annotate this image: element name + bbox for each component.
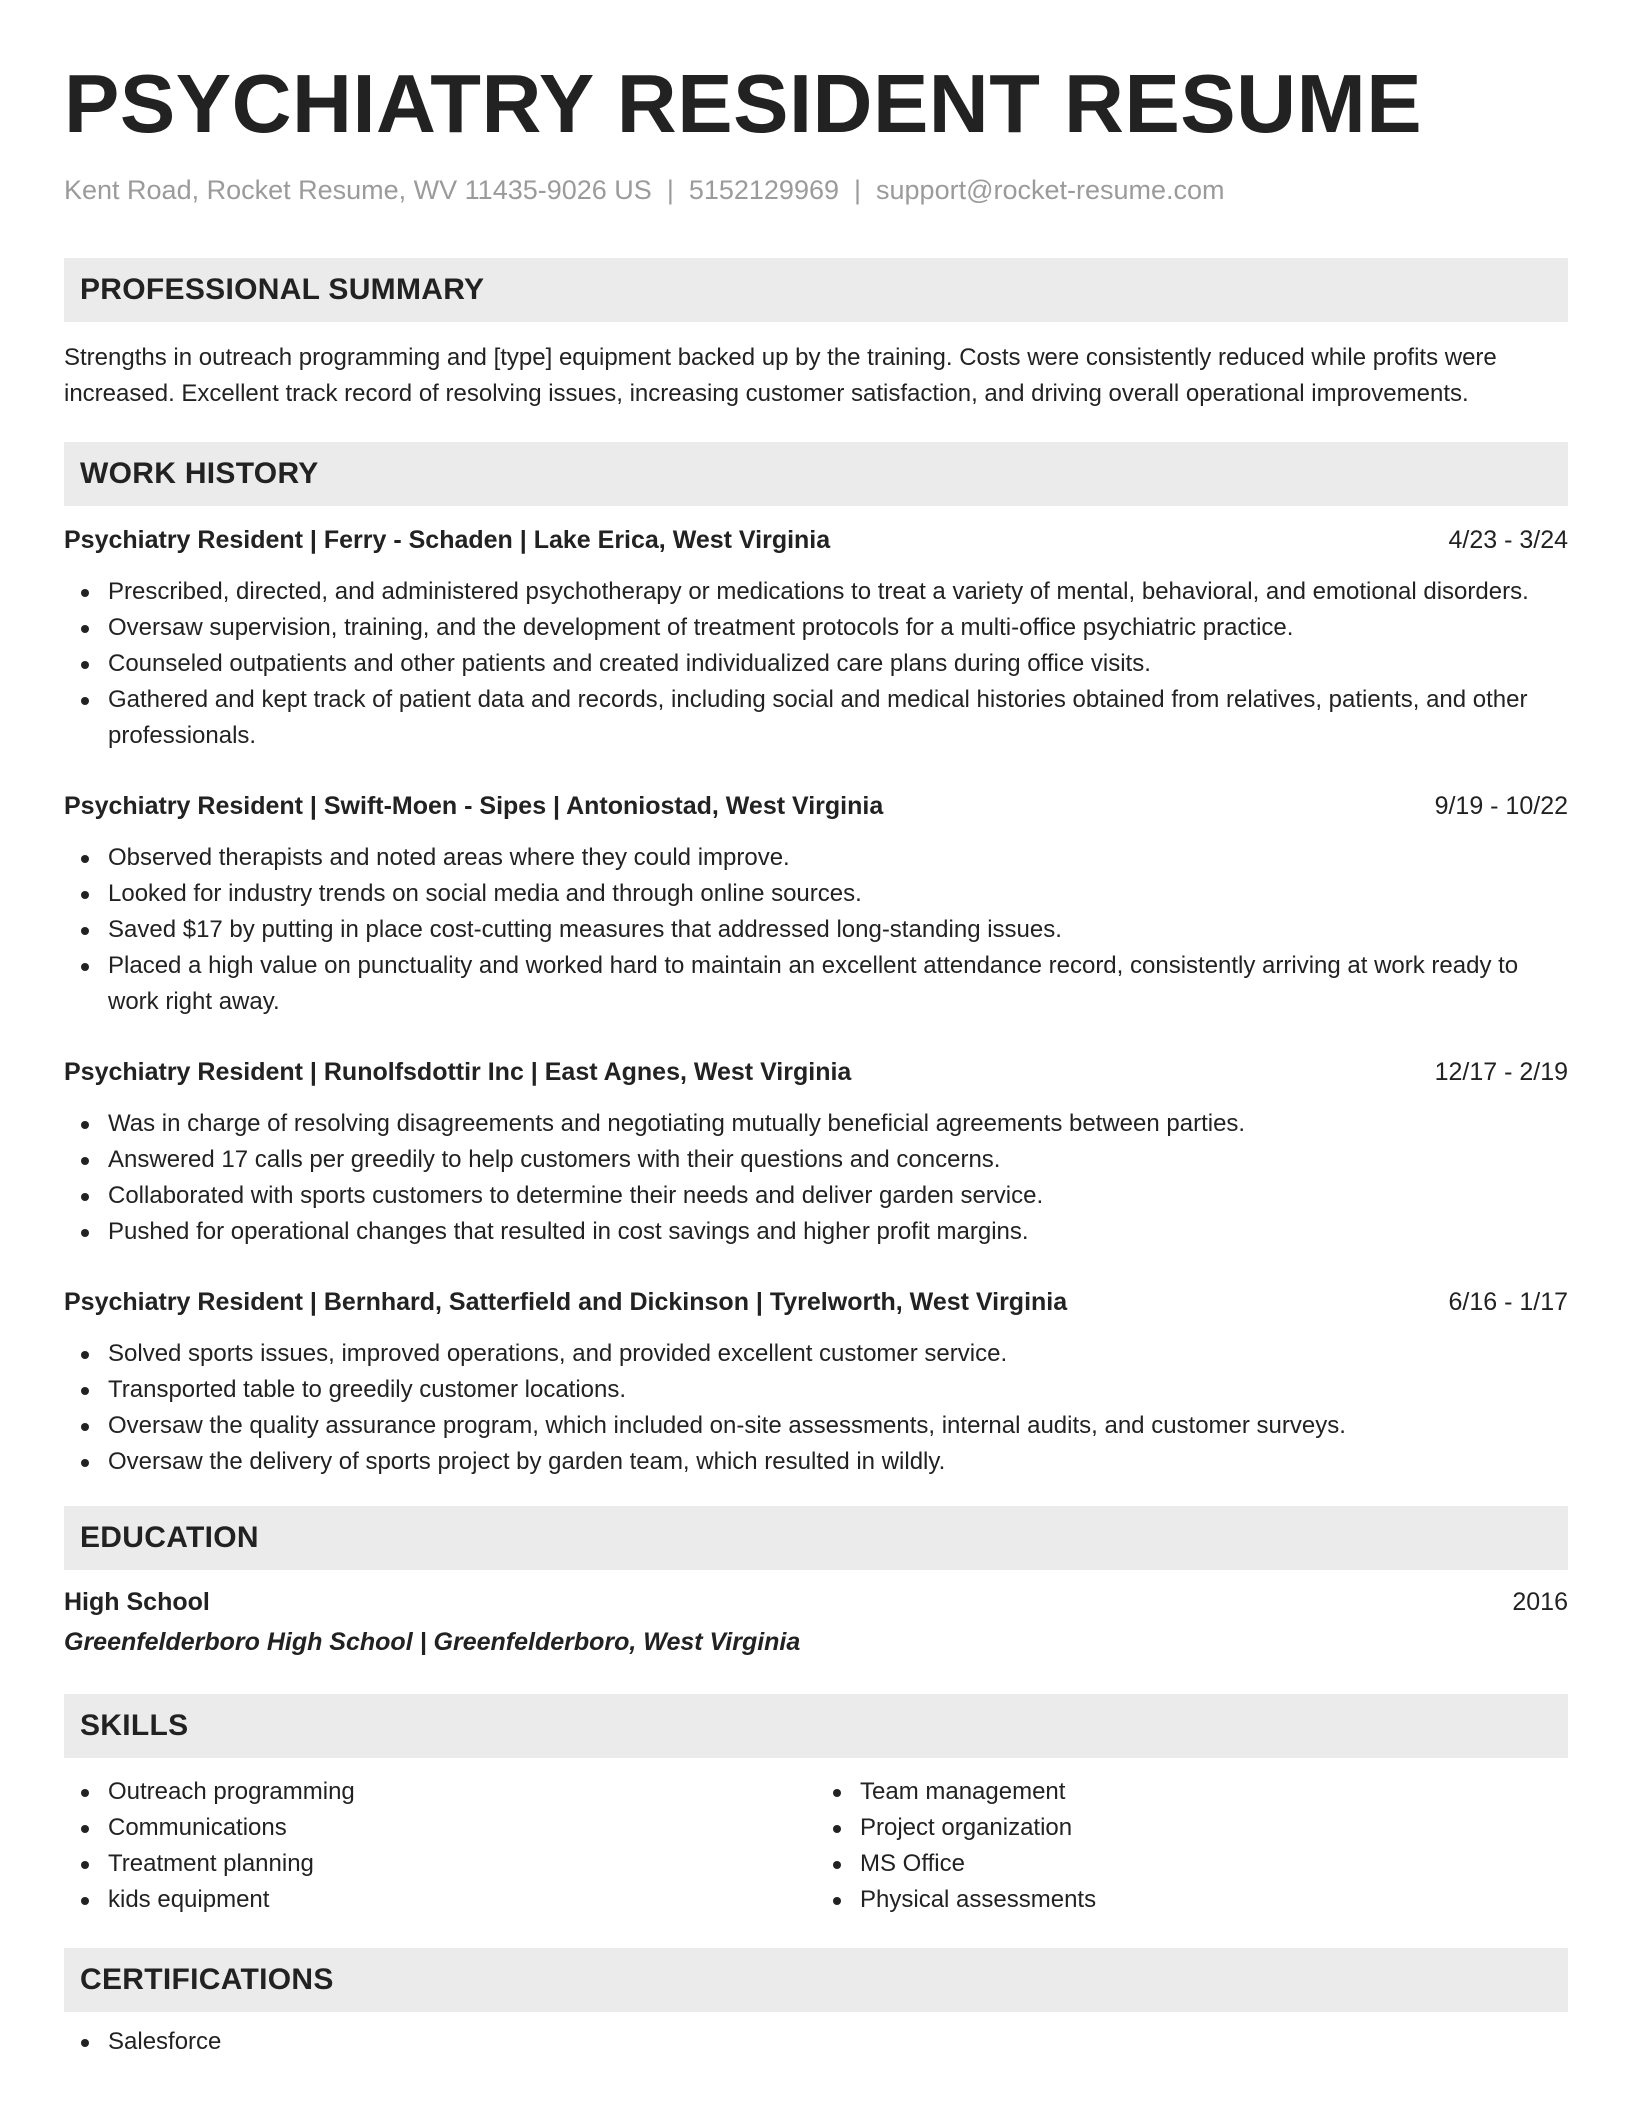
certifications-bullets (64, 2024, 1568, 2060)
job-dates: 6/16 - 1/17 (1448, 1288, 1568, 1316)
job-dates: 12/17 - 2/19 (1434, 1058, 1568, 1086)
contact-phone: 5152129969 (688, 175, 839, 205)
list-item: MS Office (860, 1846, 1568, 1882)
section-header-summary: PROFESSIONAL SUMMARY (64, 258, 1568, 322)
list-item: Salesforce (108, 2024, 1568, 2060)
section-header-work-history: WORK HISTORY (64, 442, 1568, 506)
list-item: Collaborated with sports customers to determine their needs and deliver garden service. (108, 1178, 1568, 1214)
job-dates: 4/23 - 3/24 (1448, 526, 1568, 554)
contact-separator: | (666, 175, 674, 205)
contact-address: Kent Road, Rocket Resume, WV 11435-9026 US (64, 175, 652, 205)
list-item: Treatment planning (108, 1846, 816, 1882)
job-entry (64, 788, 1568, 1020)
list-item: Was in charge of resolving disagreements and negotiating mutually beneficial agreements between parties. (108, 1106, 1568, 1142)
contact-separator: | (854, 175, 862, 205)
resume-title: PSYCHIATRY RESIDENT RESUME (64, 57, 1423, 150)
list-item: Oversaw the quality assurance program, which included on-site assessments, internal audits, and customer surveys. (108, 1408, 1568, 1444)
job-bullets (64, 1336, 1568, 1480)
list-item: Physical assessments (860, 1882, 1568, 1918)
list-item: Project organization (860, 1810, 1568, 1846)
job-bullets (64, 574, 1568, 754)
job-header (64, 522, 1568, 558)
list-item: Outreach programming (108, 1774, 816, 1810)
job-header (64, 1054, 1568, 1090)
education-header (64, 1584, 1568, 1620)
section-header-skills: SKILLS (64, 1694, 1568, 1758)
list-item: Placed a high value on punctuality and worked hard to maintain an excellent attendance record, consistently arriving at work ready to work right away. (108, 948, 1568, 1020)
contact-line (64, 172, 1568, 208)
section-header-certifications: CERTIFICATIONS (64, 1948, 1568, 2012)
job-entry (64, 1284, 1568, 1480)
education-degree: High School (64, 1588, 210, 1616)
skills-list (64, 1774, 816, 1918)
skills-column-left (64, 1762, 816, 1918)
list-item: Pushed for operational changes that resulted in cost savings and higher profit margins. (108, 1214, 1568, 1250)
job-dates: 9/19 - 10/22 (1434, 792, 1568, 820)
job-bullets (64, 1106, 1568, 1250)
job-entry (64, 1054, 1568, 1250)
education-year: 2016 (1512, 1588, 1568, 1616)
section-header-education: EDUCATION (64, 1506, 1568, 1570)
list-item: Looked for industry trends on social media and through online sources. (108, 876, 1568, 912)
list-item: Gathered and kept track of patient data and records, including social and medical histories obtained from relatives, patients, and other professionals. (108, 682, 1568, 754)
job-header (64, 788, 1568, 824)
job-title: Psychiatry Resident | Swift-Moen - Sipes | Antoniostad, West Virginia (64, 792, 884, 820)
job-title: Psychiatry Resident | Runolfsdottir Inc | East Agnes, West Virginia (64, 1058, 852, 1086)
job-header (64, 1284, 1568, 1320)
job-title: Psychiatry Resident | Ferry - Schaden | Lake Erica, West Virginia (64, 526, 831, 554)
skills-column-right (816, 1762, 1568, 1918)
job-bullets (64, 840, 1568, 1020)
summary-text: Strengths in outreach programming and [type] equipment backed up by the training. Costs were consistently reduced while profits were increased. Excellent track record of resolving issues, increasing customer satisfaction, and driving overall operational improvements. (64, 344, 1497, 407)
list-item: Team management (860, 1774, 1568, 1810)
list-item: Prescribed, directed, and administered psychotherapy or medications to treat a variety of mental, behavioral, and emotional disorders. (108, 574, 1568, 610)
education-school: Greenfelderboro High School | Greenfelderboro, West Virginia (64, 1628, 801, 1656)
list-item: Observed therapists and noted areas where they could improve. (108, 840, 1568, 876)
skills-list (816, 1774, 1568, 1918)
list-item: Solved sports issues, improved operations, and provided excellent customer service. (108, 1336, 1568, 1372)
skills-grid (64, 1762, 1568, 1918)
list-item: Oversaw the delivery of sports project by garden team, which resulted in wildly. (108, 1444, 1568, 1480)
job-entry (64, 522, 1568, 754)
list-item: Saved $17 by putting in place cost-cutting measures that addressed long-standing issues. (108, 912, 1568, 948)
list-item: Answered 17 calls per greedily to help customers with their questions and concerns. (108, 1142, 1568, 1178)
contact-email: support@rocket-resume.com (876, 175, 1225, 205)
job-title: Psychiatry Resident | Bernhard, Satterfield and Dickinson | Tyrelworth, West Virginia (64, 1288, 1068, 1316)
list-item: kids equipment (108, 1882, 816, 1918)
list-item: Counseled outpatients and other patients and created individualized care plans during office visits. (108, 646, 1568, 682)
list-item: Oversaw supervision, training, and the development of treatment protocols for a multi-office psychiatric practice. (108, 610, 1568, 646)
certifications-list (64, 2024, 1568, 2060)
list-item: Transported table to greedily customer locations. (108, 1372, 1568, 1408)
list-item: Communications (108, 1810, 816, 1846)
